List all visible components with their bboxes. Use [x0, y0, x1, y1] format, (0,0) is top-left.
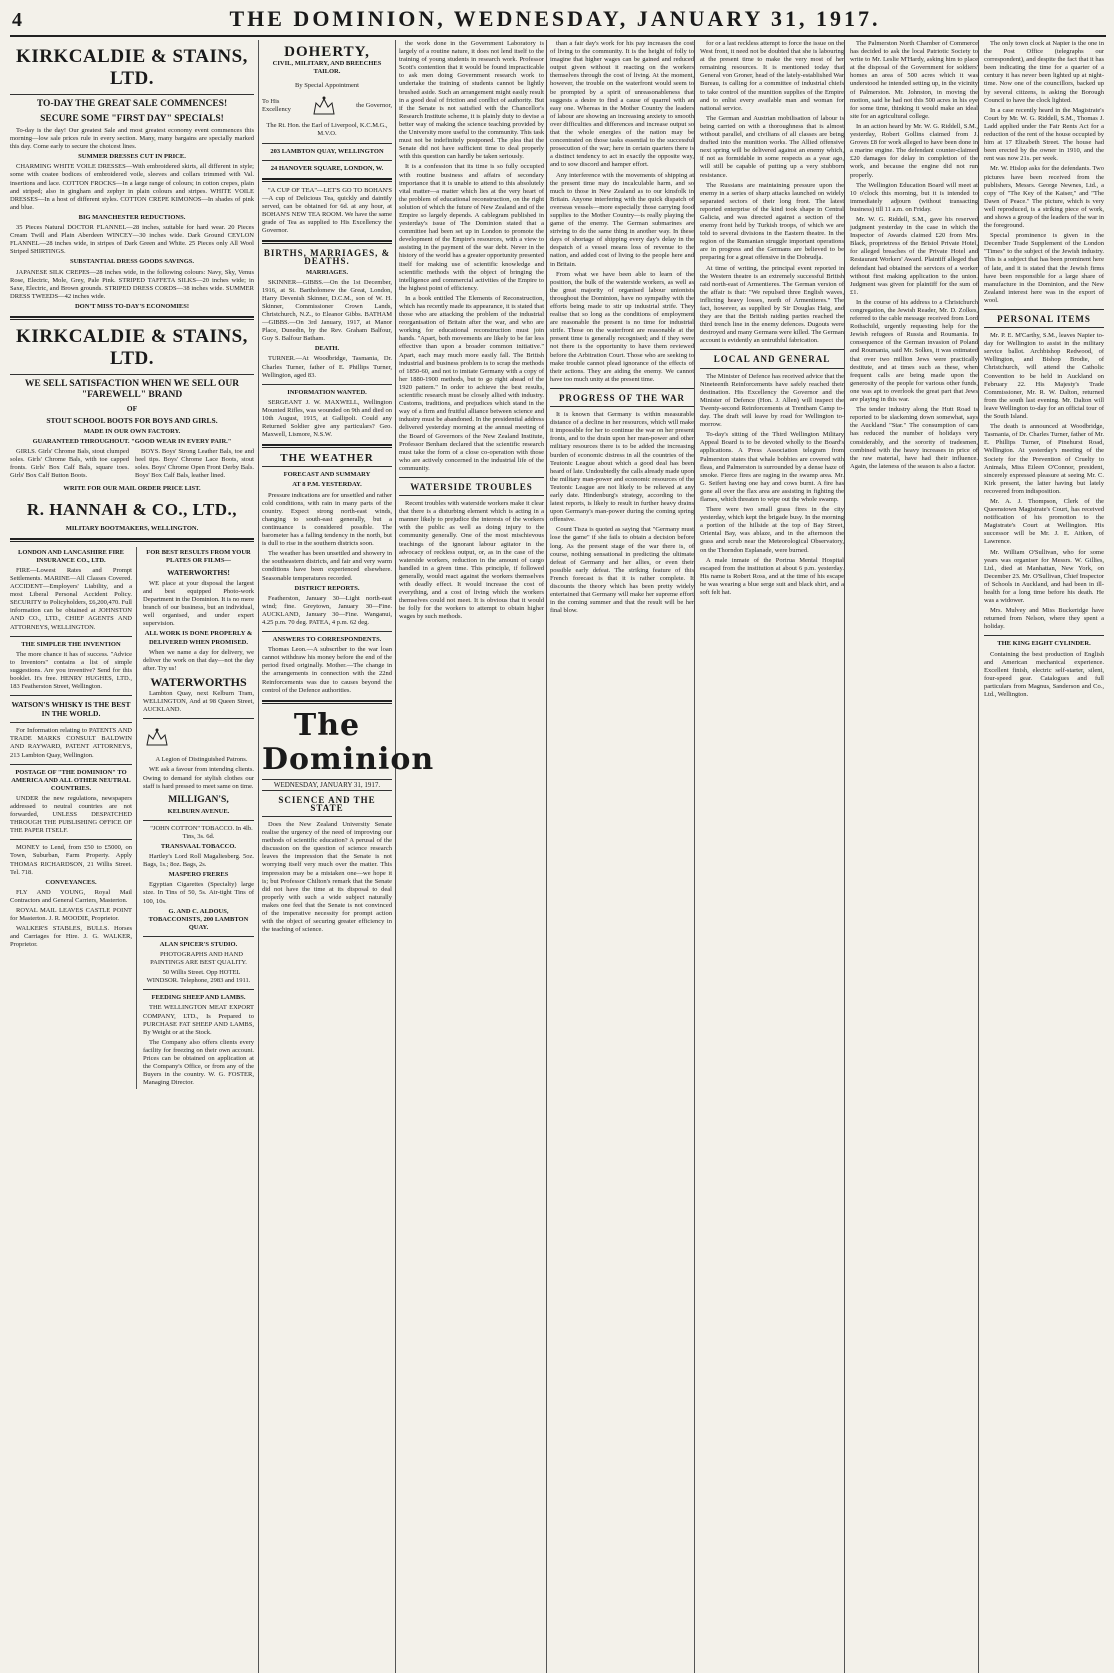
ad-section-head: SUBSTANTIAL DRESS GOODS SAVINGS. — [69, 258, 195, 266]
article-paragraph: for or a last reckless attempt to force the issue on the West front, it need not be doubted that she is labouring at the present time to make the very most of her remaining resources. It is mentioned today that General von Groner, head of the lately-established War Bureau, is calling for a committee of industrial chiefs to take control of the munition supplies of the Empire and to enlist every available man and woman for national service. — [700, 40, 844, 112]
ad-milligans: MILLIGAN'S, — [168, 794, 229, 805]
article-paragraph: From what we have been able to learn of the position, the bulk of the waterside workers, as well as the great majority of organised labour unionists throughout the Dominion, have no sympathy with the efforts being made to stir up industrial strife. They realise that so long as the conditions of employment are reasonable the present is no time for industrial strife. Those on the waterfront are reasonable at the present time is generally recognised; and if they were not there is the opportunity to have them reviewed before the Arbitration Court. Those who are seeking to make trouble cannot plead ignorance of the effects of their actions. They are aiding the enemy. We cannot have too much unity at the present time. — [550, 270, 694, 383]
ad-results-head: FOR BEST RESULTS FROM YOUR PLATES OR FILMS— — [146, 548, 251, 564]
ad-appointment: By Special Appointment — [295, 82, 359, 90]
ad-sale-commences: TO-DAY THE GREAT SALE COMMENCES! — [36, 99, 228, 109]
article-paragraph: Mr. William O'Sullivan, who for some years was organiser for Messrs. W. Gillies, Ltd., died at Manhattan, New York, on December 23. Mr. O'Sullivan, Chief Inspector of Schools in Auckland, and had been in ill-health for a long time before his death. He was a widower. — [984, 548, 1104, 605]
column-4 — [550, 40, 694, 1673]
article-paragraph: The only town clock at Napier is the one in the Post Office (telegraphs our correspondent), and despite the fact that it has been indicating the time for a quarter of a century it has never been lighted up at night-time. Now one of the councillors, backed up by several citizens, is asking the Borough Council to have the clock lighted. — [984, 40, 1104, 104]
article-paragraph: Mrs. Mulvey and Miss Buckeridge have returned from Nelson, where they spent a holiday. — [984, 607, 1104, 631]
local-heading: LOCAL AND GENERAL — [713, 354, 831, 365]
ad-governor: the Governor, — [356, 102, 392, 110]
forecast-heading: FORECAST AND SUMMARY — [283, 471, 371, 479]
ad-royal-mail: ROYAL MAIL LEAVES CASTLE POINT for Masterton. J. R. MOODIE, Proprietor. — [10, 907, 132, 923]
ad-meat-export: THE WELLINGTON MEAT EXPORT COMPANY, LTD., Is Prepared to PURCHASE FAT SHEEP AND LAMBS, By Weight or at the Stock. — [143, 1004, 254, 1036]
ad-doherty: DOHERTY, — [284, 44, 370, 60]
ad-farewell-brand: WE SELL SATISFACTION WHEN WE SELL OUR "FAREWELL" BRAND — [24, 378, 240, 400]
ad-liverpool: The Rt. Hon. the Earl of Liverpool, K.C.M.G., M.V.O. — [266, 122, 388, 138]
ad-waterworths: WATERWORTHS — [150, 674, 247, 689]
article-paragraph: In the course of his address to a Christchurch congregation, the Jewish Reader, Mr. D. Zolkes, referred to the cable message received from Lord Rothschild, urgently requesting help for the Jewish refugees of Russia and Roumania. In consequence of the German invasion of Poland and Roumania, said Mr. Solkes, it was estimated that over two million Jews were practically destitute, and at times such as these, when frequent calls are being made upon the generosity of the people for various other funds, one was apt to overlook the great part that Jews are playing in this war. — [850, 298, 978, 404]
ad-spicer-addr: 50 Willis Street. Opp HOTEL WINDSOR. Telephone, 2983 and 1911. — [146, 969, 251, 985]
ad-section-head: BIG MANCHESTER REDUCTIONS. — [78, 213, 186, 221]
bmd-heading: BIRTHS, MARRIAGES, & DEATHS. — [263, 248, 391, 267]
ad-to-his: To His — [262, 98, 280, 106]
ad-invention-body: The more chance it has of success. "Advice to Inventors" contains a list of simple suggestions. Are you inventive? Send for this booklet. It's free. HENRY HUGHES, LTD., 183 Featherston Street, Wellington. — [10, 650, 132, 691]
article-paragraph: Recent troubles with waterside workers make it clear that there is a disturbing element which is acting in a manner likely to prejudice the interests of the workers with the public as well as doing injury to the community generally. One of the most mischievous teachings of the ignorant labour agitator in the advocacy of reckless output, or, as in the case of the waterside workers, reduction in the amount of cargo handled in a given time. This principle, if followed generally, would react against the workers themselves with deadly effect. It would increase the cost of everything, and a cost of living which the workers themselves could not meet. It is obvious that it would be folly for the workers to attempt to obtain higher wages by such methods. — [399, 500, 544, 621]
royal-arms-icon — [311, 94, 337, 118]
ad-insurance-body: FIRE—Lowest Rates and Prompt Settlements. MARINE—All Classes Covered. ACCIDENT—Employers' Liability, and a most Liberal Personal Accident Policy. SECURITY to Policyholders, £6,200,470. Full information can be obtained at JOHNSTON AND CO., LTD., CHIEF AGENTS AND ATTORNEYS, WELLINGTON. — [10, 566, 132, 631]
article-paragraph: than a fair day's work for his pay increases the cost of living to the community. It is the height of folly to imagine that higher wages can be gained and reduced output given without it reacting on the workers themselves through the cost of living. At the moment, however, the trouble on the waterfront would seem to be prompted by a spirit of unreasonableness that suggests a desire to find a cause of quarrel with an easy one. Whereas in the Mother Country the leaders of labour are showing an increasing anxiety to smooth over difficulties and differences and increase output so that the whole energies of the nation may be concentrated on those tasks essential to the successful prosecution of the war; here in certain quarters there is a distinct tendency to act in exactly the opposite way, and to sow discord and hamper effort. — [550, 40, 694, 169]
article-paragraph: Mr. A. J. Thompson, Clerk of the Queenstown Magistrate's Court, has received notification of his promotion to the Magistrate's Court at Wellington. His successor will be Mr. J. E. Aitken, of Lawrence. — [984, 497, 1104, 546]
article-paragraph: To-day's sitting of the Third Wellington Military Appeal Board is to be devoted wholly to the Board's applications. A Press Association telegram from Palmerston states that whale bobbies are covered with fleas, and Palmerston is surrounded by a dense haze of smoke. Fierce fires are raging in the swamp area. Mr. G. Seifert having one hay and cows burnt. A fire has gone all over the flax area are assisting in fighting the flames, which threaten to wipe out the whole swamp. — [700, 431, 844, 503]
article-paragraph: At time of writing, the principal event reported in the Western theatre is an extremely successful British raid north-east of Armentieres. The German version of the affair is that: "We repulsed three English waves, inflicting heavy losses, north of Armentieres." The fact, however, as supplied by Sir Douglas Haig, and they are that the British raiding parties reached the third trench line in the enemy defences. Dugouts were destroyed and many Germans were killed. The German account is evidently an untruthful fabrication. — [700, 264, 844, 345]
column-3 — [399, 40, 544, 1673]
article-paragraph: A male inmate of the Porirua Mental Hospital escaped from the institution at about 6 p.m. yesterday. His name is Robert Ross, and at the time of his escape he was wearing a blue serge suit and black shirt, and a soft felt hat. — [700, 556, 844, 596]
ad-legion: A Legion of Distinguished Patrons. — [155, 756, 248, 764]
article-paragraph: In a book entitled The Elements of Reconstruction, which has recently made its appearance, it is stated that those who are attacking the problem of the industrial reorganisation of Britain after the war, and who are working for educational reconstruction must join hands. "Apart, both movements are likely to be far less effective than upon a broader common initiative." Apart, each may much more easily fall. The British industrial and business problem is to scrap the methods of 1850-60, and not to imitate Germany with a copy of her 1880-1900 methods, but to go right ahead of the 1920 pattern." In order to achieve the best results, scientific research must be closely allied with industry. Customs, traditions, and prejudices which stand in the way of a firm and fruitful alliance between science and industry must be abandoned. In the presidential address delivered yesterday morning at the annual meeting of the Board of Governors of the New Zealand Institute, Professor Benham declared that the scientific research must take the form of a close co-operation with those who are actively concerned in the industrial life of the community. — [399, 294, 544, 472]
page-number: 4 — [12, 9, 22, 31]
ad-waterworths-excl: WATERWORTHS! — [167, 567, 230, 577]
ad-maspero-body: Egyptian Cigarettes (Specialty) large size. In Tins of 50, 5s. Air-tight Tins of 100, 10s. — [143, 881, 254, 905]
waterside-heading: WATERSIDE TROUBLES — [410, 481, 533, 492]
ad-write: WRITE FOR OUR MAIL ORDER PRICE LIST. — [63, 484, 201, 492]
marriages-body: SKINNER—GIBBS.—On the 1st December, 1916, at St. Bartholomew the Great, London, Harry Devenish Skinner, D.C.M., son of W. H. Skinner, Commissioner Crown Lands, Christchurch, N.Z., to Eleanor Gibbs. BATHAM—GIBBS.—On 3rd January, 1917, at Manor Place, Dunedin, by the Rev. Graham Balfour, Guy S. Balfour Batham. — [262, 278, 392, 343]
column-advertisements — [10, 40, 254, 1673]
article-paragraph: In a case recently heard in the Magistrate's Court by Mr. W. G. Riddell, S.M., Thomas J. Ladd applied under the Fair Rents Act for a reduction of the rent of the house occupied by him at 17 Elizabeth Street. The house had been erected by the owner in 1910, and the rent was now 21s. per week. — [984, 106, 1104, 163]
article-paragraph: Any interference with the movements of shipping at the present time may do incalculable harm, and so much to those in New Zealand as to our kinsfolk in Britain. Anyone interfering with the quick dispatch of overseas vessels—more especially those carrying food supplies to the Mother Country—is really playing the game of the enemy. The German submarines are striving to do the same thing in another way. In these days of shortage of shipping every day's delay in the despatch of a vessel means loss of revenue to the nation, and added cost of living to the people here and in Britain. — [550, 171, 694, 268]
ad-results-body2: ALL WORK IS DONE PROPERLY & DELIVERED WHEN PROMISED. — [144, 630, 253, 646]
ad-patents: For Information relating to PATENTS AND TRADE MARKS CONSULT BALDWIN AND RAYWARD, PATENT ATTORNEYS, 213 Lambton Quay, Wellington. — [10, 727, 132, 759]
crest-icon — [143, 727, 171, 749]
answers-heading: ANSWERS TO CORRESPONDENTS. — [272, 636, 382, 644]
ad-first-day: SECURE SOME "FIRST DAY" SPECIALS! — [40, 114, 224, 124]
ad-address1: 203 LAMBTON QUAY, WELLINGTON — [270, 147, 384, 155]
article-paragraph: Special prominence is given in the December Trade Supplement of the London "Times" to the subject of the Jewish industry. This is a subject that has been prominent here of late, and it is stated that the Jewish firms have been responsible for a large share of manufacture in the Dominion, and the New Zealand interest here was in the export of wool. — [984, 232, 1104, 304]
ad-kirkcaldie-head: KIRKCALDIE & STAINS, LTD. — [16, 46, 248, 89]
ad-made: MADE IN OUR OWN FACTORY. — [83, 427, 181, 435]
ad-waterworths-addr: Lambton Quay, next Kelburn Tram, WELLINGTON, And at 98 Queen Street, AUCKLAND. — [143, 689, 254, 714]
ad-hannah-sub: MILITARY BOOTMAKERS, WELLINGTON. — [65, 524, 199, 532]
ad-postage-body: UNDER the new regulations, newspapers addressed to neutral countries are not forwarded, UNLESS DESPATCHED THROUGH THE PUBLISHING OFFICE OF THE PAPER ITSELF. — [10, 794, 132, 835]
ad-spicer-body: PHOTOGRAPHS AND HAND PAINTINGS ARE BEST QUALITY. — [150, 951, 247, 967]
ad-transvaal-body: Hartley's Lord Roll Magaliesberg. 5oz. Bags, 1s.; 8oz. Bags, 2s. — [143, 853, 254, 869]
ad-intro: To-day is the day! Our greatest Sale and most greatest economy event commences this morning—low sale prices rule in every section. Many, many bargains are specially marked this day. Come early to secure the choicest lines. — [10, 127, 254, 151]
ad-doherty-sub: CIVIL, MILITARY, AND BREECHES TAILOR. — [272, 60, 382, 76]
ad-section-body: 35 Pieces Natural DOCTOR FLANNEL—28 inches, suitable for hard wear. 20 Pieces Cream Twill and Plain Aberdeen WINCEY—30 inches wide. Dark Ground CEYLON FLANNEL—28 inches wide, in stripes of Dark Green and White. 25 Pieces only All Wool Striped SHIRTINGS. — [10, 224, 254, 256]
ad-milligans-sub: KELBURN AVENUE. — [167, 807, 230, 815]
article-paragraph: In an action heard by Mr. W. G. Riddell, S.M., yesterday, Robert Gollins claimed from J. Groves £8 for work alleged to have been done in a marine engine. The defendant counter-claimed £20 damages for delay in completion of the work, and because the engine did not run properly. — [850, 122, 978, 179]
article-paragraph: The tender industry along the Hutt Road is reported to be slackening down somewhat, says the Auckland "Star." The consumption of cars has reduced the number of holidays very considerably, and the sorority of tradesmen, combined with the heavy increases in price of the raw material, have had their influence. Again, the lateness of the season is also a factor. — [850, 406, 978, 470]
article-paragraph: It is known that Germany is within measurable distance of a decline in her resources, which will make it impossible for her to continue the war on her present fronts, and to the drain upon her man-power and other military resources there is to be added the increasing burden of economic distress in all the countries of the Teutonic League about which a good deal has been heard of late. Undoubtedly the calls already made upon the military man-power and economic resources of the Teutonic League are not likely to be relieved at any early date. Hindenburg's strategy, according to the latest reports, is likely to result in further heavy drains upon Germany's man-power during the coming spring offensive. — [550, 411, 694, 524]
ad-spicer: ALAN SPICER'S STUDIO. — [159, 940, 238, 948]
ad-results-body: WE place at your disposal the largest and best equipped Photo-work Department in the Dominion. It is no mere branch of our business, but an individual, well organised, and under expert supervision. — [143, 579, 254, 628]
ad-address2: 24 HANOVER SQUARE, LONDON, W. — [270, 164, 384, 172]
ad-milligans-intro: WE ask a favour from intending clients. Owing to demand for stylish clothes our staff is hard pressed to meet same on time. — [143, 766, 254, 790]
personal-heading: PERSONAL ITEMS — [997, 314, 1091, 324]
ad-of: OF — [126, 403, 138, 413]
ad-guarantee: GUARANTEED THROUGHOUT. "GOOD WEAR IN EVERY PAIR." — [32, 438, 232, 446]
ad-john-cotton: "JOHN COTTON" TOBACCO. In 4lb. Tins, 3s. 6d. — [150, 824, 253, 840]
ad-section-body: JAPANESE SILK CREPES—28 inches wide, in the following colours: Navy, Sky, Venus Rose, Electric, Mole, Grey, Pale Pink. STRIPED TAFFETA SILKS—20 inches wide; in Saxe, Electric, and Brown grounds. STRIPED DRESS CORDS—38 inches wide. SUMMER DRESS TWEEDS—42 inches wide. — [10, 268, 254, 300]
article-paragraph: The Wellington Education Board will meet at 10 o'clock this morning, but it is intended to immediately adjourn (without transacting business) till 11 a.m. on Friday. — [850, 181, 978, 213]
article-paragraph: Mr. P. E. M'Carthy, S.M., leaves Napier to-day for Wellington to assist in the military service ballot. Archbishop Redwood, of Wellington, and Bishop Brodie, of Christchurch, will attend the Catholic Convention to be held in Auckland on February 22. His Majesty's Trade Commissioner, Mr. R. W. Dalton, returned from the south last evening. Mr. Dalton will leave Wellington to-day for an official tour of the South Island. — [984, 332, 1104, 421]
cylinders-heading: THE KING EIGHT CYLINDER. — [997, 640, 1091, 648]
forecast-time: AT 8 P.M. YESTERDAY. — [292, 481, 362, 489]
ad-fly-young: FLY AND YOUNG, Royal Mail Contractors and General Carriers, Masterton. — [10, 888, 132, 904]
ad-conveyances: CONVEYANCES. — [45, 878, 97, 886]
ad-whisky: WATSON'S WHISKY IS THE BEST IN THE WORLD. — [11, 700, 131, 719]
info-wanted-heading: INFORMATION WANTED. — [287, 388, 367, 396]
ad-meat-export2: The Company also offers clients every facility for freezing on their own account. Prices can be obtained on application at the Company's Office, or from any of the Buyers in the country. W. G. FOSTER, Managing Director. — [143, 1038, 254, 1087]
column-5 — [700, 40, 844, 1673]
article-paragraph: Count Tisza is quoted as saying that "Germany must lose the game" if she fails to obtain a decision before long. As the present stage of the war there is, of course, nothing sensational in predicting the ultimate defeat of Germany and her allies, or even their possible early defeat. The striking feature of this French forecast is that it is rather complete. It discounts the theory which has been pretty widely entertained that Germany will make her supreme effort in the coming summer and that the result will be her final blow. — [550, 526, 694, 615]
ad-girls: GIRLS. Girls' Chrome Bals, stout clumped soles. Girls' Chrome Bals, with toe capped fronts. Girls' Box Calf Bals, square toes. Girls' Box Calf Button Boots. — [10, 448, 129, 480]
ad-results-body3: When we name a day for delivery, we deliver the work on that day—not the day after. Try us! — [143, 648, 254, 672]
article-paragraph: The Minister of Defence has received advice that the Nineteenth Reinforcements have safely reached their destination. His Excellency the Governor and the Minister of Defence (Hon. J. Allen) will inspect the Twenty-second Reinforcements at Trentham Camp to-day. The draft will leave by road for Wellington to-morrow. — [700, 372, 844, 429]
science-heading: SCIENCE AND THE STATE — [278, 794, 376, 813]
ad-money: MONEY to Lend, from £50 to £5000, on Town, Suburban, Farm Property. Apply THOMAS RICHARDSON, 21 Willis Street. Tel. 718. — [10, 844, 132, 876]
weather-heading: THE WEATHER — [280, 452, 374, 465]
article-paragraph: It is a confession that its time is so fully occupied with routine business and affairs of secondary importance that it is unable to attend to this absolutely vital matter—a matter which lies at the very heart of the problem of educational reconstruction, on the right solution of which the future of New Zealand and of the Empire so largely depends. A cablegram published in yesterday's issue of The Dominion stated that a committee had been set up in London to promote the development of the Empire's resources, with a view to assisting in the payment of the war debt. Never in the history of the world has a greater opportunity presented itself for making use of scientific knowledge and scientific methods with the object of bringing the intelligence and commercial activities of the Empire to the highest point of efficiency. — [399, 163, 544, 292]
cylinders-body: Containing the best production of English and American mechanical experience. Excellent finish, electric self-starter, silent, four-speed gear. Catalogues and full particulars from Magnus, Sanderson and Co., Ltd., Wellington. — [984, 650, 1104, 699]
article-paragraph: The German and Austrian mobilisation of labour is being carried on with a thoroughness that is almost without parallel, and civilians of all classes are being drafted into the munition works. The Allied offensive next spring will be delivered against an enemy which, if not as formidable in some respects as a year ago, will still be capable of putting up a very stubborn resistance. — [700, 114, 844, 179]
column-2 — [262, 40, 435, 1673]
info-wanted-body: SERGEANT J. W. MAXWELL, Wellington Mounted Rifles, was wounded on 9th and died on 10th August, 1915, at Gallipoli. Could any Returned Soldier give any particulars? Geo. Maxwell, Lismore, N.S.W. — [262, 398, 392, 439]
district-heading: DISTRICT REPORTS. — [294, 584, 360, 592]
article-paragraph: There were two small grass fires in the city yesterday, which kept the brigade busy. In the morning a portion of the hillside at the top of Bay Street, Oriental Bay, was ablaze, and in the afternoon the grass and scrub near the Meteorological Observatory, on the Thorndon Esplanade, were burned. — [700, 506, 844, 554]
forecast-body: Pressure indications are for unsettled and rather cold conditions, with rain in many parts of the country. Expect strong north-east winds, changing to south-east generally, but a continuance is considered possible. The barometer has a falling tendency in the north, but is dull to rise in the southern districts soon. — [262, 491, 392, 548]
ad-insurance-head: LONDON AND LANCASHIRE FIRE INSURANCE CO., LTD. — [18, 548, 124, 564]
death-heading: DEATH. — [314, 345, 340, 353]
marriages-heading: MARRIAGES. — [305, 268, 349, 276]
column-7 — [984, 40, 1104, 1673]
ad-section-body: CHARMING WHITE VOILE DRESSES—With embroidered skirts, all different in style; some with coatee bodices of embroidered voile, sleeves and collars trimmed with Val. insertions and lace. COTTON FROCKS—In a large range of colours; in cotton crepes, plain and striped; also in gingham and zephyr in plain colours and stripes. WHITE VOILE DRESSES—In a host of different styles. COTTON CREPE KIMONOS—In shades of pink and blue. — [10, 163, 254, 211]
science-body: Does the New Zealand University Senate realise the urgency of the need of improving our methods of scientific education? A perusal of the discussion on the question of science research leaves the impression that the Senate is not worrying itself very much over the matter. This impression may be a mistaken one—we hope it is; but Professor Chilton's remark that the Senate did not have the time at its disposal to deal properly with such a wide subject naturally makes one feel that the Senate is not convinced of the imperative necessity for prompt action with the object of securing greater efficiency in the teaching of science. — [262, 821, 392, 934]
ad-cup-of-tea: "A CUP OF TEA"—LET'S GO TO BOHAN'S—A cup of Delicious Tea, quickly and daintily served, can be obtained for 6d. at any hour, at BOHAN'S NEW TEA ROOM. We have the same grade of Tea as supplied to His Excellency the Governor. — [262, 186, 392, 235]
ad-feeding: FEEDING SHEEP AND LAMBS. — [151, 994, 246, 1002]
progress-heading: PROGRESS OF THE WAR — [558, 392, 686, 403]
masthead — [10, 6, 1106, 37]
article-paragraph: Mr. W. G. Riddell, S.M., gave his reserved judgment yesterday in the case in which the Inspector of Awards claimed £20 from Mrs. Black, proprietress of the Bristol Private Hotel, for alleged breaches of the Private Hotel and Restaurant Workers' Award. Plaintiff alleged that defendant had obtained the services of a worker without first making application to the union. Judgment was given for plaintiff for the sum of £1. — [850, 215, 978, 296]
ad-section-head: SUMMER DRESSES CUT IN PRICE. — [78, 153, 186, 161]
ad-transvaal: TRANSVAAL TOBACCO. — [160, 842, 237, 850]
ad-walker: WALKER'S STABLES, BULLS. Horses and Carriages for Hire. J. G. WALKER, Proprietor. — [10, 925, 132, 949]
ad-maspero: MASPERO FRERES — [168, 871, 229, 879]
article-paragraph: The death is announced at Woodbridge, Tasmania, of Dr. Charles Turner, father of Mr. E. Phillips Turner, of Pinehurst Road, Wellington. At yesterday's meeting of the Society for the Prevention of Cruelty to Animals, Miss Eileen O'Connor, president, sincerely expressed pleasure at seeing Mr. C. Kirk present, the latter having but lately recovered from indisposition. — [984, 423, 1104, 495]
forecast-body2: The weather has been unsettled and showery in the southeastern districts, and fair and very warm conditions have been experienced elsewhere. Seasonable temperatures recorded. — [262, 550, 392, 582]
page-title: THE DOMINION, WEDNESDAY, JANUARY 31, 1917. — [229, 6, 881, 31]
article-paragraph: The Palmerston North Chamber of Commerce has decided to ask the local Patriotic Society to write to Mr. Leslie M'Hardy, asking him to place at the disposal of the Government for soldiers' homes an area of 500 acres which it was understood he intended setting up, in the vicinity of Palmerston. Mr. Johnston, in moving the motion, said he had not this 500 acres in his eye for some time, thinking it would make an ideal site for an agricultural college. — [850, 40, 978, 120]
dominion-title: The Dominion — [262, 707, 435, 777]
death-body: TURNER.—At Woodbridge, Tasmania, Dr. Charles Turner, father of E. Phillips Turner, Wellington, aged 83. — [262, 355, 392, 379]
article-paragraph: The Russians are maintaining pressure upon the enemy in a series of sharp attacks launched on widely separated sectors of their long front. The latest reported enterprise of the kind took shape in Central Galicia, and was directed against a section of the enemy front held by Turkish troops, of which we are told to several divisions in the Eastern theatre. In the region of the Rumanian struggle important operations are in progress and the Germans are believed to be preparing for a great offensive in the Dobrudja. — [700, 181, 844, 262]
ad-aldous: G. AND C. ALDOUS, TOBACCONISTS, 200 LAMBTON QUAY. — [148, 907, 249, 931]
ad-dont-miss: DON'T MISS TO-DAY'S ECONOMIES! — [74, 302, 190, 310]
article-paragraph: the work done in the Government Laboratory is largely of a routine nature, it does not lend itself to the training of young students in research work. Professor Scott's contention that it would be found impracticable to ask men doing Government research work to undertake the training of students cannot be lightly brushed aside. Such an arrangement might easily result in a good deal of friction and conflict of authority. But if the Senate is not satisfied with the Chancellor's Research Institute scheme, it is plainly duty to devise a better way of making the science teaching provided by the University more useful to the community. This task must not be indefinitely postponed. The plea that the Senate did not have sufficient time to deal properly with this question can hardly be taken seriously. — [399, 40, 544, 161]
ad-boots: STOUT SCHOOL BOOTS FOR BOYS AND GIRLS. — [46, 415, 218, 425]
ad-boys: BOYS. Boys' Strong Leather Bals, toe and heel tips. Boys' Chrome Lace Boots, stout soles. Boys' Chrome Open Front Derby Bals. Boys' Box Calf Bals, leather lined. — [135, 448, 254, 480]
ad-excellency: Excellency — [262, 106, 291, 114]
column-6 — [850, 40, 978, 1673]
ad-postage-head: POSTAGE OF "THE DOMINION" TO AMERICA AND ALL OTHER NEUTRAL COUNTRIES. — [11, 768, 131, 792]
answers-body: Thomas Leon.—A subscriber to the war loan cannot withdraw his money before the end of the period fixed originally. Mother.—The change in the arrangements in connection with the 22nd Reinforcements was due to causes beyond the control of the Defence authorities. — [262, 646, 392, 694]
ad-hannah-head: R. HANNAH & CO., LTD., — [26, 499, 238, 519]
dominion-date: WEDNESDAY, JANUARY 31, 1917. — [262, 779, 392, 791]
district-body: Featherston, January 30—Light north-east wind; fine. Greytown, January 30—Fine. AUCKLAND, January 30—Fine. Wanganui, 4.25 p.m. 70 deg. PATEA, 4 p.m. 62 deg. — [262, 594, 392, 626]
ad-kirkcaldie-head-2: KIRKCALDIE & STAINS, LTD. — [16, 325, 248, 369]
article-paragraph: Mr. W. Hislop asks for the defendants. Two pictures have been received from the publishers, Messrs. George Newnes, Ltd., a copy of "The Key of the Kaiser," and "The Dawn of Peace." The picture, which is very well reproduced, is a striking piece of work, and shows a group of the leaders of the war in the foreground. — [984, 165, 1104, 230]
ad-invention-head: THE SIMPLER THE INVENTION — [21, 640, 121, 648]
